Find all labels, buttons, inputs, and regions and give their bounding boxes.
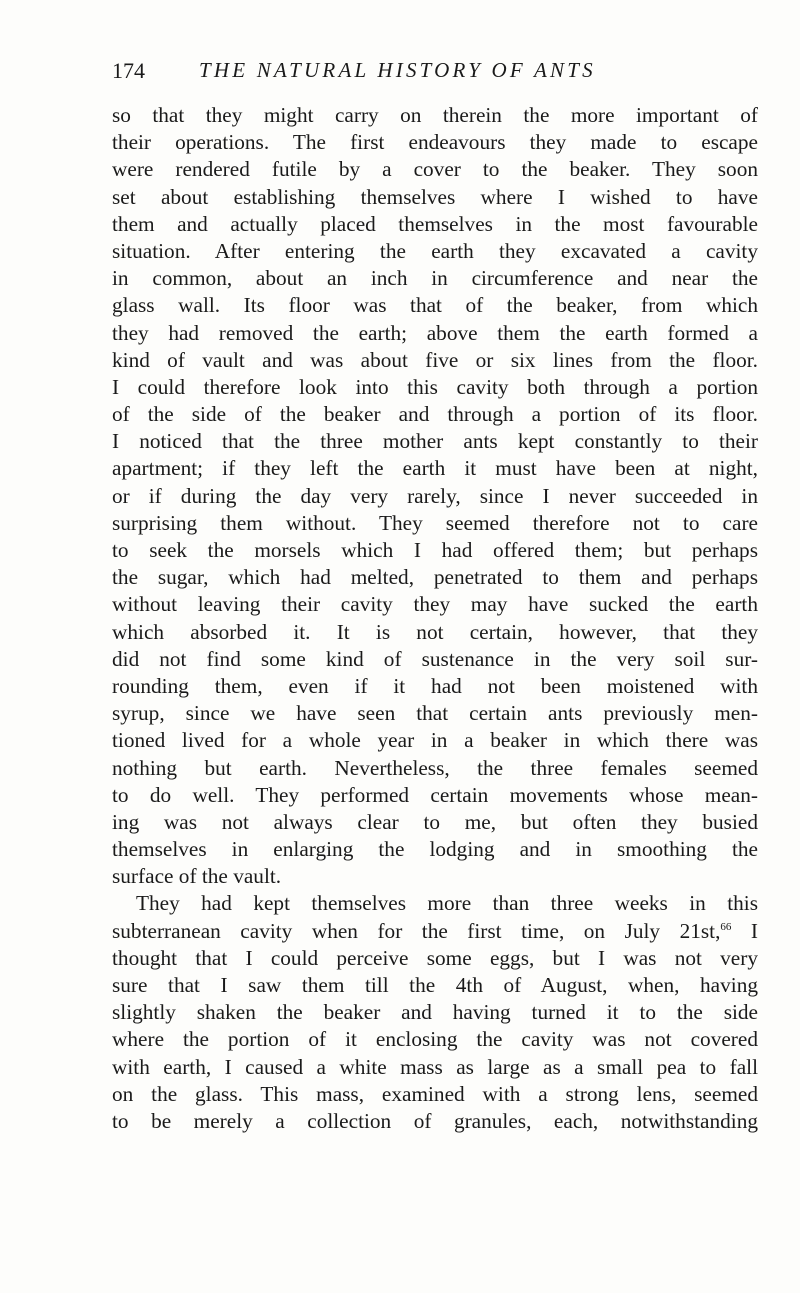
footnote-marker[interactable]: 66 xyxy=(720,920,732,933)
line-text: of the side of the beaker and through a portion of its floor. xyxy=(112,402,758,427)
line-text: to be merely a collection of granules, each, notwithstanding xyxy=(112,1108,758,1133)
line-text: situation. After entering the earth they excavated a cavity xyxy=(112,238,758,263)
text-line xyxy=(112,972,758,999)
text-line xyxy=(112,591,758,618)
line-text: I could therefore look into this cavity both through a portion xyxy=(112,374,758,399)
text-line xyxy=(112,347,758,374)
page-number: 174 xyxy=(112,58,145,83)
text-line xyxy=(112,999,758,1026)
text-line xyxy=(112,320,758,347)
line-text: them and actually placed themselves in the most favourable xyxy=(112,211,758,236)
text-line xyxy=(112,1026,758,1053)
line-text: kind of vault and was about five or six lines from the floor. xyxy=(112,347,758,372)
line-text: glass wall. Its floor was that of the beaker, from which xyxy=(112,293,758,318)
book-page xyxy=(112,58,758,1135)
line-text: so that they might carry on therein the more important of xyxy=(112,103,758,127)
text-line xyxy=(112,727,758,754)
text-line xyxy=(112,836,758,863)
line-text: the sugar, which had melted, penetrated to them and perhaps xyxy=(112,565,758,590)
text-line xyxy=(112,238,758,265)
text-line xyxy=(112,211,758,238)
line-text: thought that I could perceive some eggs, but I was not very xyxy=(112,945,758,970)
line-text: which absorbed it. It is not certain, however, that they xyxy=(112,619,758,644)
text-line xyxy=(112,292,758,319)
text-line xyxy=(112,374,758,401)
line-text: rounding them, even if it had not been moistened with xyxy=(112,673,758,698)
text-line xyxy=(112,673,758,700)
text-line xyxy=(112,265,758,292)
text-line xyxy=(112,564,758,591)
line-text: on the glass. This mass, examined with a strong lens, seemed xyxy=(112,1081,758,1106)
text-line xyxy=(112,510,758,537)
line-text: apartment; if they left the earth it must have been at night, xyxy=(112,456,758,481)
line-text: were rendered futile by a cover to the beaker. They soon xyxy=(112,157,758,182)
line-text: to seek the morsels which I had offered them; but perhaps xyxy=(112,538,758,562)
text-line xyxy=(112,863,758,890)
text-line xyxy=(112,809,758,836)
text-line xyxy=(112,1081,758,1108)
line-text: ing was not always clear to me, but often they busied xyxy=(112,809,758,834)
text-line xyxy=(112,646,758,673)
line-text: their operations. The first endeavours they made to escape xyxy=(112,130,758,155)
text-line xyxy=(112,455,758,482)
text-line xyxy=(112,700,758,727)
text-line xyxy=(112,890,758,917)
line-text: did not find some kind of sustenance in the very soil sur- xyxy=(112,646,758,671)
text-line xyxy=(112,428,758,455)
text-line xyxy=(112,184,758,211)
text-line xyxy=(112,755,758,782)
text-line xyxy=(112,102,758,129)
line-text: They had kept themselves more than three weeks in this xyxy=(136,891,758,916)
line-text: I noticed that the three mother ants kept constantly to their xyxy=(112,429,758,454)
line-text: set about establishing themselves where I wished to have xyxy=(112,184,758,209)
line-text: slightly shaken the beaker and having turned it to the side xyxy=(112,1000,758,1025)
line-text: syrup, since we have seen that certain ants previously men- xyxy=(112,701,758,726)
text-line xyxy=(112,1054,758,1081)
line-text: surface of the vault. xyxy=(112,864,282,889)
text-line xyxy=(112,782,758,809)
text-line xyxy=(112,1108,758,1135)
text-line xyxy=(112,918,758,945)
line-text: tioned lived for a whole year in a beaker in which there was xyxy=(112,728,758,753)
line-text: subterranean cavity when for the first time, on July 21st, xyxy=(112,918,721,943)
line-text: themselves in enlarging the lodging and in smoothing the xyxy=(112,837,758,862)
line-text: sure that I saw them till the 4th of August, when, having xyxy=(112,973,758,997)
body-text xyxy=(112,102,758,1135)
text-line xyxy=(112,483,758,510)
line-text: with earth, I caused a white mass as large as a small pea to fall xyxy=(112,1054,758,1079)
text-line xyxy=(112,156,758,183)
line-text: to do well. They performed certain movements whose mean- xyxy=(112,782,758,807)
text-line xyxy=(112,537,758,564)
paragraph xyxy=(112,890,758,1135)
line-text-continuation: I xyxy=(731,918,758,943)
line-text: or if during the day very rarely, since I never succeeded in xyxy=(112,483,758,508)
text-line xyxy=(112,619,758,646)
paragraph xyxy=(112,102,758,890)
text-line xyxy=(112,945,758,972)
text-line xyxy=(112,401,758,428)
line-text: where the portion of it enclosing the cavity was not covered xyxy=(112,1027,758,1052)
line-text: in common, about an inch in circumference and near the xyxy=(112,266,758,291)
line-text: surprising them without. They seemed therefore not to care xyxy=(112,510,758,535)
running-title: THE NATURAL HISTORY OF ANTS xyxy=(199,58,596,82)
line-text: nothing but earth. Nevertheless, the three females seemed xyxy=(112,755,758,780)
line-text: they had removed the earth; above them the earth formed a xyxy=(112,320,758,345)
text-line xyxy=(112,129,758,156)
running-header xyxy=(112,58,758,92)
line-text: without leaving their cavity they may have sucked the earth xyxy=(112,592,758,617)
